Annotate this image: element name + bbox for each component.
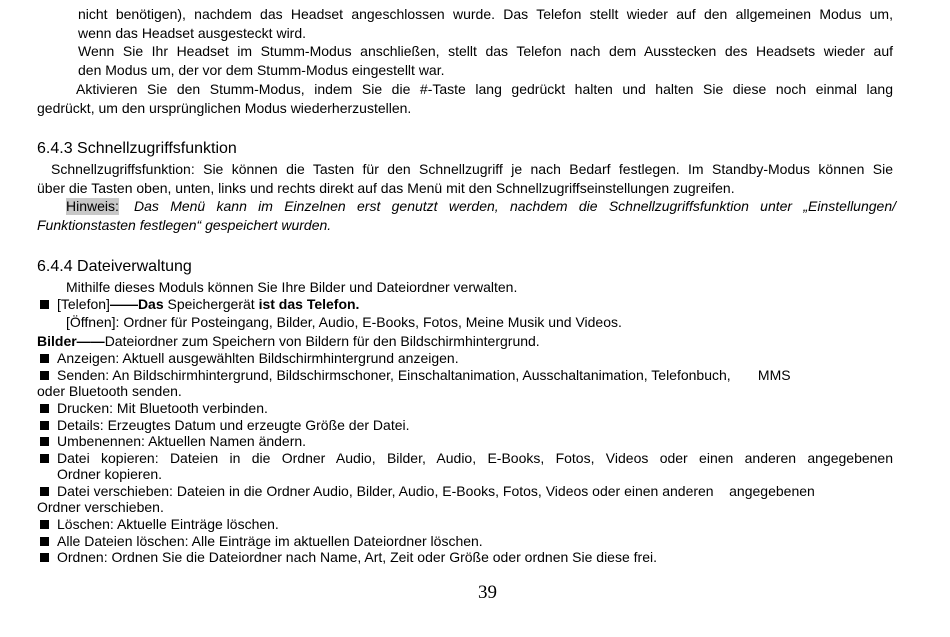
bilder-line: [37, 333, 540, 350]
hint-label: Hinweis:: [66, 198, 119, 214]
list-item-continuation: oder Bluetooth senden.: [37, 383, 182, 399]
bullet-icon: [40, 437, 49, 446]
intro-line-3: Wenn Sie Ihr Headset im Stumm-Modus anschließen, stellt das Telefon nach dem Ausstecken des Headsets wieder auf: [78, 43, 893, 59]
list-item: Details: Erzeugtes Datum und erzeugte Größe der Datei.: [57, 417, 410, 433]
intro-line-2: wenn das Headset ausgesteckt wird.: [78, 25, 307, 41]
file-manager-intro: Mithilfe dieses Moduls können Sie Ihre Bilder und Dateiordner verwalten.: [66, 279, 518, 295]
list-item-continuation: Ordner kopieren.: [57, 466, 163, 482]
list-item-continuation: Ordner verschieben.: [37, 499, 164, 515]
telefon-tag: [Telefon]: [57, 296, 110, 312]
bullet-icon: [40, 553, 49, 562]
telefon-bold: ist das Telefon.: [258, 296, 360, 312]
section-heading-643: 6.4.3 Schnellzugriffsfunktion: [37, 140, 237, 157]
list-item: Anzeigen: Aktuell ausgewählten Bildschirmhintergrund anzeigen.: [57, 350, 459, 366]
bullet-icon: [40, 354, 49, 363]
bullet-icon: [40, 371, 49, 380]
bullet-icon: [40, 537, 49, 546]
hint-line-2: Funktionstasten festlegen“ gespeichert wurden.: [37, 217, 332, 233]
hint-text-1: Das Menü kann im Einzelnen erst genutzt werden, nachdem die Schnellzugriffsfunktion unter „Einstellungen/: [134, 198, 896, 214]
bullet-icon: [40, 404, 49, 413]
list-item: Senden: An Bildschirmhintergrund, Bildschirmschoner, Einschaltanimation, Ausschaltanimation, Telefonbuch, MMS: [57, 367, 791, 383]
oeffnen-line: [Öffnen]: Ordner für Posteingang, Bilder, Audio, E-Books, Fotos, Meine Musik und Videos.: [66, 314, 622, 330]
list-item: Umbenennen: Aktuellen Namen ändern.: [57, 433, 307, 449]
bilder-label: Bilder——: [37, 333, 105, 349]
list-item: Alle Dateien löschen: Alle Einträge im aktuellen Dateiordner löschen.: [57, 533, 483, 549]
bullet-icon: [40, 454, 49, 463]
shortcut-line-1: Schnellzugriffsfunktion: Sie können die Tasten für den Schnellzugriff je nach Bedarf festlegen. Im Standby-Modus können Sie: [51, 161, 893, 177]
list-item: Datei verschieben: Dateien in die Ordner Audio, Bilder, Audio, E-Books, Fotos, Videos oder einen anderen angegebenen: [57, 483, 815, 499]
intro-line-6: gedrückt, um den ursprünglichen Modus wiederherzustellen.: [37, 100, 412, 116]
intro-line-4: den Modus um, der vor dem Stumm-Modus eingestellt war.: [78, 62, 445, 78]
list-item: Datei kopieren: Dateien in die Ordner Audio, Bilder, Audio, E-Books, Fotos, Videos oder einen anderen angegebenen: [57, 450, 893, 466]
bullet-icon: [40, 300, 49, 309]
section-heading-644: 6.4.4 Dateiverwaltung: [37, 258, 192, 275]
telefon-text: Speichergerät: [163, 296, 259, 312]
bullet-icon: [40, 520, 49, 529]
telefon-dash: ——Das: [109, 296, 164, 312]
list-item: Löschen: Aktuelle Einträge löschen.: [57, 516, 279, 532]
shortcut-line-2: über die Tasten oben, unten, links und rechts direkt auf das Menü mit den Schnellzugriffseinstellungen zugreifen.: [37, 180, 735, 196]
bullet-icon: [40, 421, 49, 430]
page-number: 39: [478, 582, 497, 603]
intro-line-1: nicht benötigen), nachdem das Headset angeschlossen wurde. Das Telefon stellt wieder auf den allgemeinen Modus um,: [78, 6, 893, 22]
list-item: Ordnen: Ordnen Sie die Dateiordner nach Name, Art, Zeit oder Größe oder ordnen Sie diese frei.: [57, 549, 657, 565]
bullet-icon: [40, 487, 49, 496]
intro-line-5: Aktivieren Sie den Stumm-Modus, indem Sie die #-Taste lang gedrückt halten und halten Sie diese noch einmal lang: [76, 81, 893, 97]
telefon-line: [57, 296, 359, 313]
list-item: Drucken: Mit Bluetooth verbinden.: [57, 400, 268, 416]
bilder-text: Dateiordner zum Speichern von Bildern für den Bildschirmhintergrund.: [104, 333, 540, 349]
hint-line-1: [66, 198, 896, 215]
